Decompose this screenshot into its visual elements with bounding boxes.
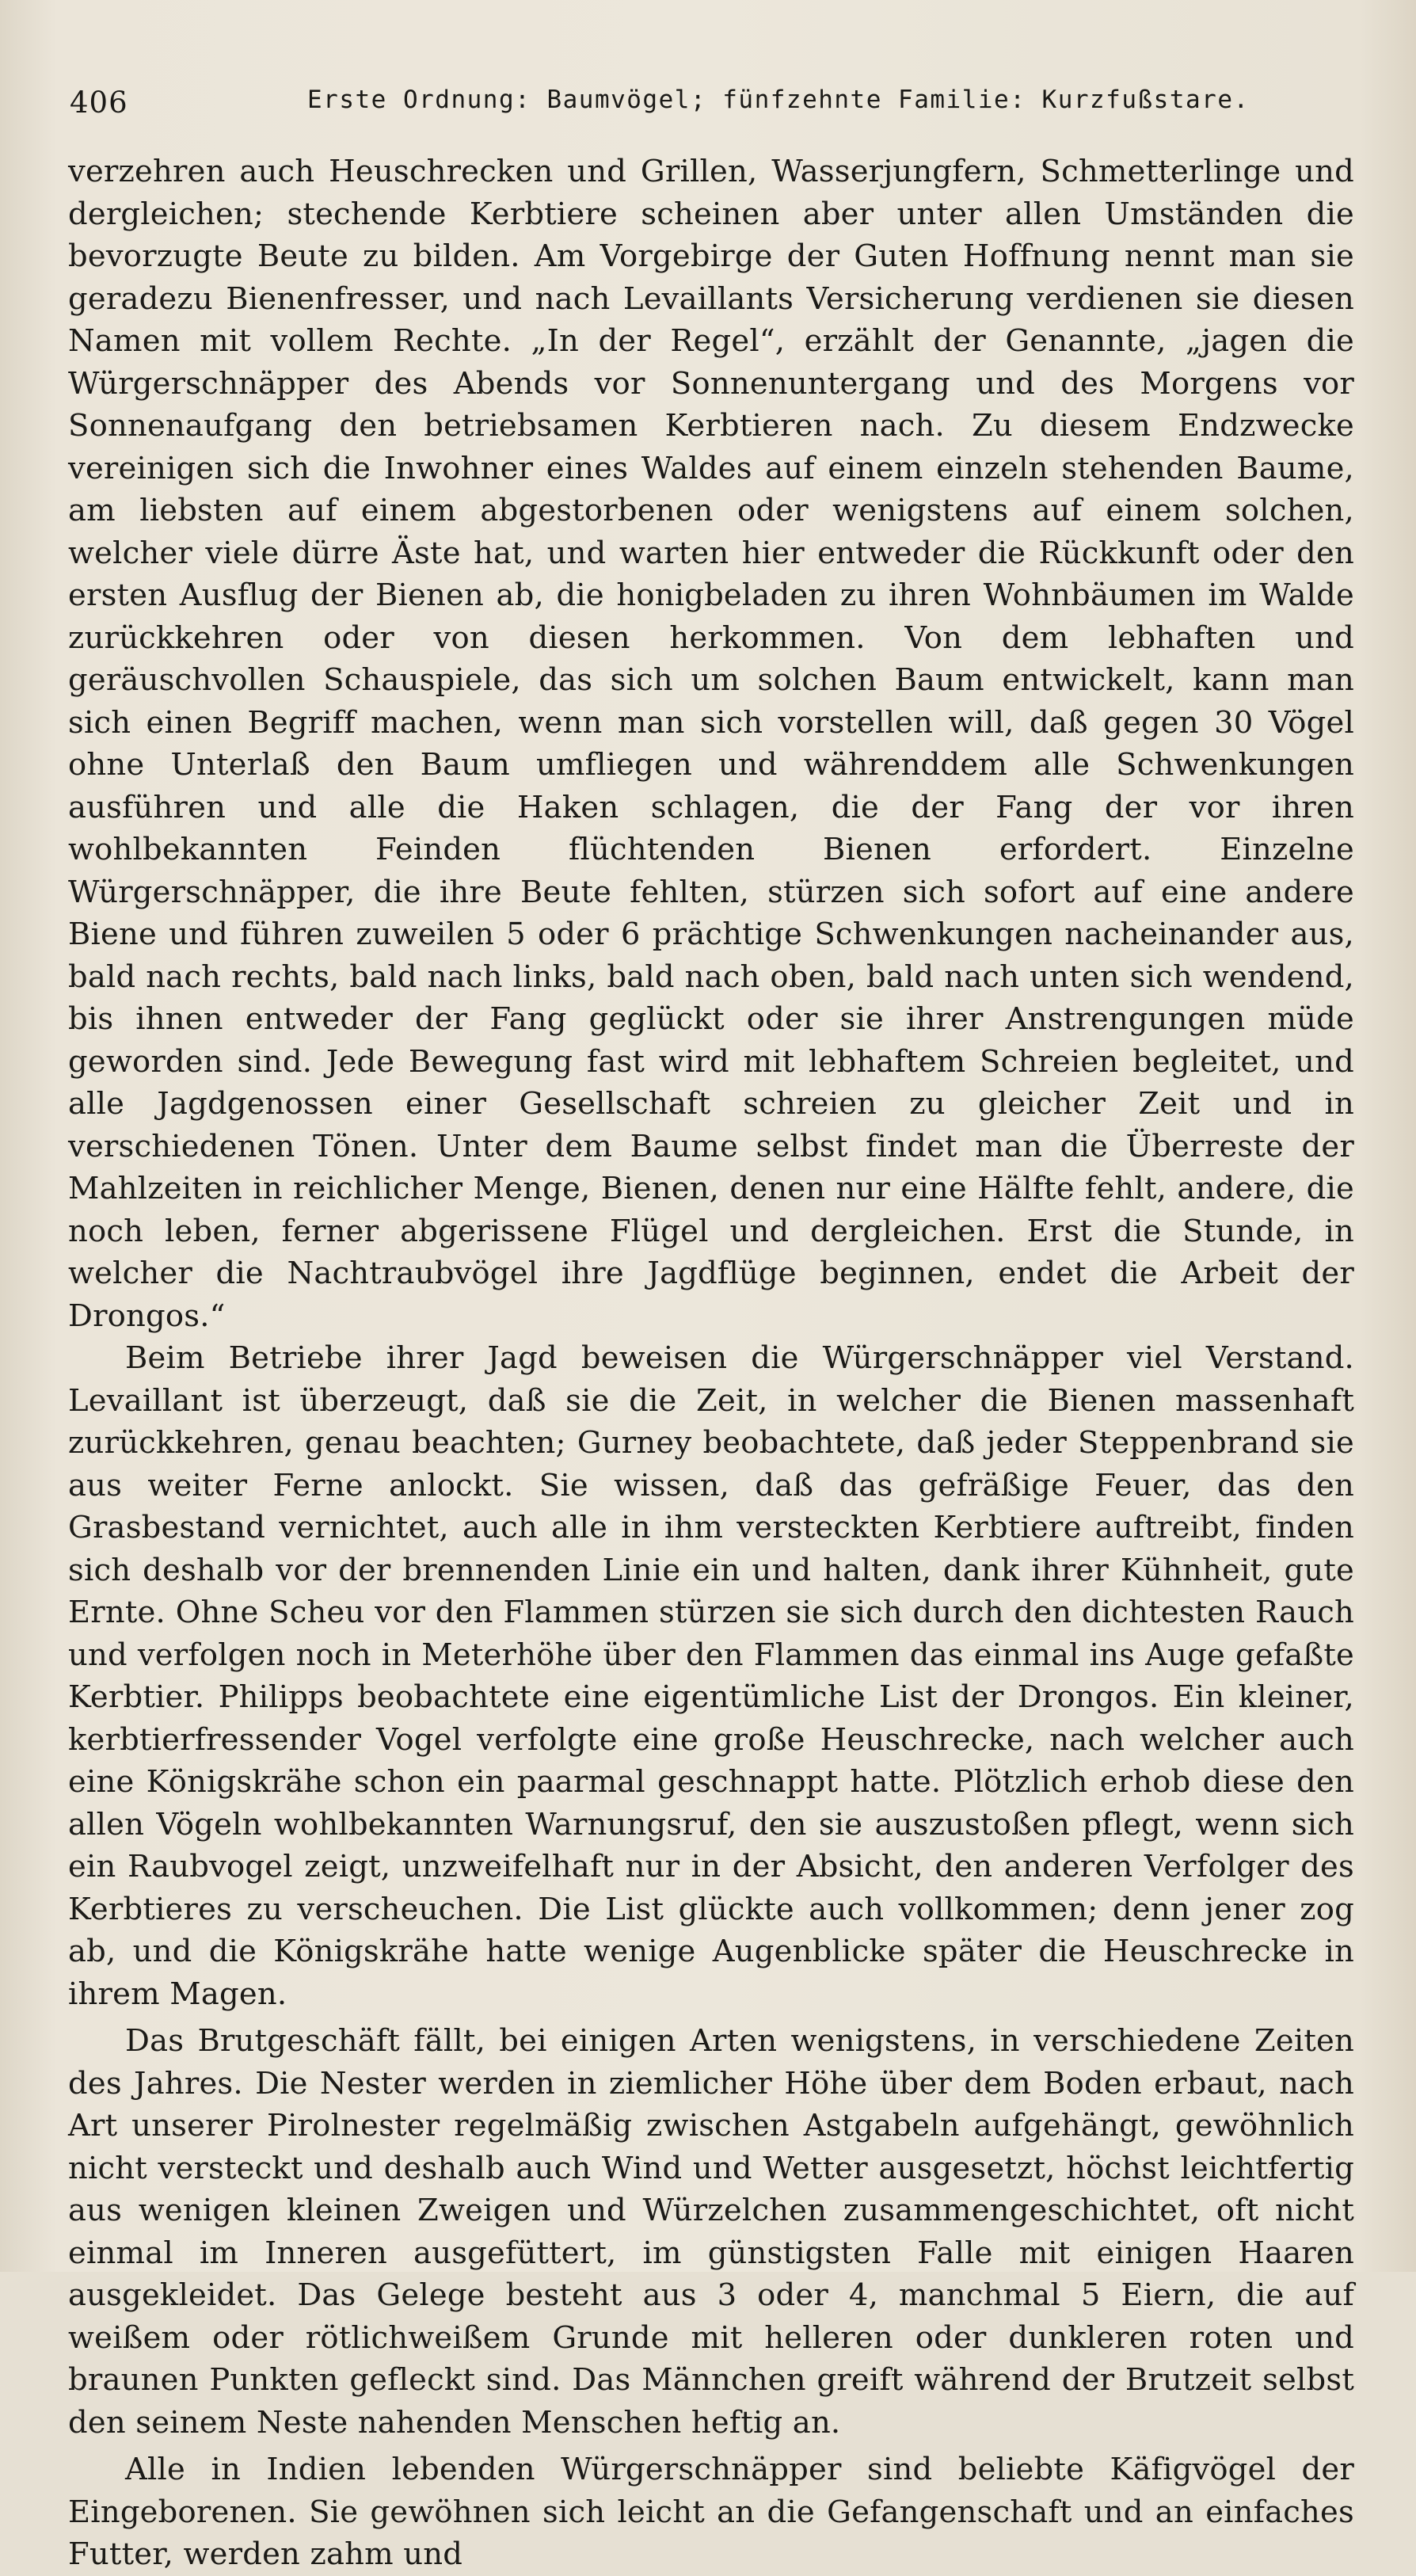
paragraph: verzehren auch Heuschrecken und Grillen, Wasserjungfern, Schmetterlinge und dergleichen; stechende Kerbtiere scheinen aber unter allen Umständen die bevorzugte Beute zu bilden. Am Vorgebirge der Guten Hoffnung nennt man sie geradezu Bienenfresser, und nach Levaillants Versicherung verdienen sie diesen Namen mit vollem Rechte. „In der Regel“, erzählt der Genannte, „jagen die Würgerschnäpper des Abends vor Sonnenuntergang und des Morgens vor Sonnenaufgang den betriebsamen Kerbtieren nach. Zu diesem Endzwecke vereinigen sich die Inwohner eines Waldes auf einem einzeln stehenden Baume, am liebsten auf einem abgestorbenen oder wenigstens auf einem solchen, welcher viele dürre Äste hat, und warten hier entweder die Rückkunft oder den ersten Ausflug der Bienen ab, die honigbeladen zu ihren Wohnbäumen im Walde zurückkehren oder von diesen herkommen. Von dem lebhaften und geräuschvollen Schauspiele, das sich um solchen Baum entwickelt, kann man sich einen Begriff machen, wenn man sich vorstellen will, daß gegen 30 Vögel ohne Unterlaß den Baum umfliegen und währenddem alle Schwenkungen ausführen und alle die Haken schlagen, die der Fang der vor ihren wohlbekannten Feinden flüchtenden Bienen erfordert. Einzelne Würgerschnäpper, die ihre Beute fehlten, stürzen sich sofort auf eine andere Biene und führen zuweilen 5 oder 6 prächtige Schwenkungen nacheinander aus, bald nach rechts, bald nach links, bald nach oben, bald nach unten sich wendend, bis ihnen entweder der Fang geglückt oder sie ihrer Anstrengungen müde geworden sind. Jede Bewegung fast wird mit lebhaftem Schreien begleitet, und alle Jagdgenossen einer Gesellschaft schreien zu gleicher Zeit und in verschiedenen Tönen. Unter dem Baume selbst findet man die Überreste der Mahlzeiten in reichlicher Menge, Bienen, denen nur eine Hälfte fehlt, andere, die noch leben, ferner abgerissene Flügel und dergleichen. Erst die Stunde, in welcher die Nachtraubvögel ihre Jagdflüge beginnen, endet die Arbeit der Drongos.“ bbox=[68, 154, 1354, 1334]
page-number: 406 bbox=[70, 86, 128, 120]
paragraph: Das Brutgeschäft fällt, bei einigen Arten wenigstens, in verschiedene Zeiten des Jahres. Die Nester werden in ziemlicher Höhe über dem Boden erbaut, nach Art unserer Pirolnester regelmäßig zwischen Astgabeln aufgehängt, gewöhnlich nicht versteckt und deshalb auch Wind und Wetter ausgesetzt, höchst leichtfertig aus wenigen kleinen Zweigen und Würzelchen zusammengeschichtet, oft nicht einmal im Inneren ausgefüttert, im günstigsten Falle mit einigen Haaren ausgekleidet. Das Gelege besteht aus 3 oder 4, manchmal 5 Eiern, die auf weißem oder rötlichweißem Grunde mit helleren oder dunkleren roten und braunen Punkten gefleckt sind. Das Männchen greift während der Brutzeit selbst den seinem Neste nahenden Menschen heftig an. bbox=[68, 2023, 1354, 2441]
paragraph: Beim Betriebe ihrer Jagd beweisen die Würgerschnäpper viel Verstand. Levaillant ist überzeugt, daß sie die Zeit, in welcher die Bienen massenhaft zurückkehren, genau beachten; Gurney beobachtete, daß jeder Steppenbrand sie aus weiter Ferne anlockt. Sie wissen, daß das gefräßige Feuer, das den Grasbestand vernichtet, auch alle in ihm versteckten Kerbtiere auftreibt, finden sich deshalb vor der brennenden Linie ein und halten, dank ihrer Kühnheit, gute Ernte. Ohne Scheu vor den Flammen stürzen sie sich durch den dichtesten Rauch und verfolgen noch in Meterhöhe über den Flammen das einmal ins Auge gefaßte Kerbtier. Philipps beobachtete eine eigentümliche List der Drongos. Ein kleiner, kerbtierfressender Vogel verfolgte eine große Heuschrecke, nach welcher auch eine Königskrähe schon ein paarmal geschnappt hatte. Plötzlich erhob diese den allen Vögeln wohlbekannten Warnungsruf, den sie auszustoßen pflegt, wenn sich ein Raubvogel zeigt, unzweifelhaft nur in der Absicht, den anderen Verfolger des Kerbtieres zu verscheuchen. Die List glückte auch vollkommen; denn jener zog ab, und die Königskrähe hatte wenige Augenblicke später die Heuschrecke in ihrem Magen. bbox=[68, 1340, 1354, 2012]
body-text bbox=[68, 151, 1354, 2572]
paragraph: Alle in Indien lebenden Würgerschnäpper sind beliebte Käfigvögel der Eingeborenen. Sie gewöhnen sich leicht an die Gefangenschaft und an einfaches Futter, werden zahm und bbox=[68, 2452, 1354, 2572]
page-header bbox=[70, 86, 1345, 125]
running-title: Erste Ordnung: Baumvögel; fünfzehnte Familie: Kurzfußstare. bbox=[307, 86, 1250, 114]
